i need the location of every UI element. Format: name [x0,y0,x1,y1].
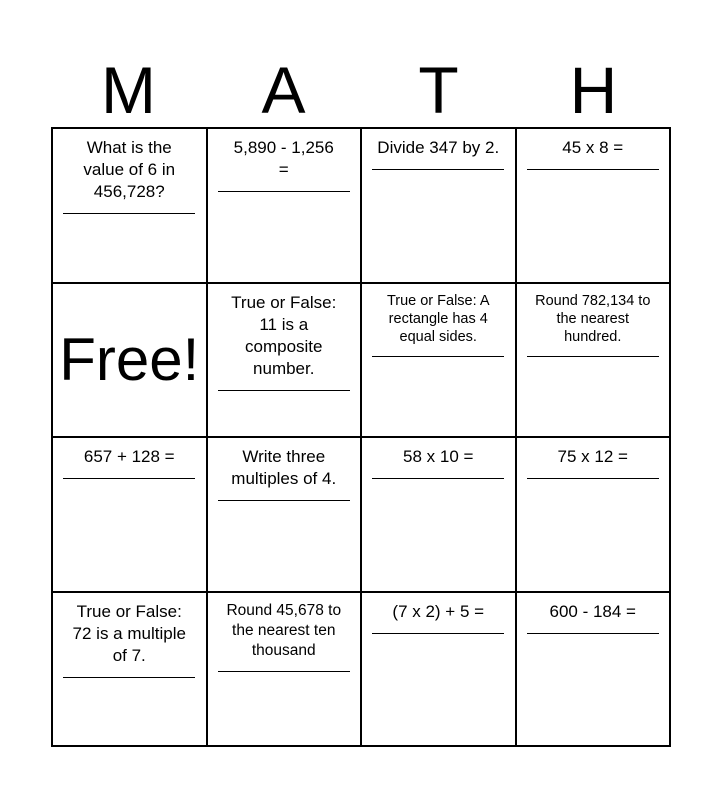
cell-question: What is the value of 6 in 456,728? [83,138,176,201]
bingo-header [51,52,671,128]
cell-question: 75 x 12 = [557,447,628,466]
header-letter-a: A [261,53,306,127]
bingo-cell [52,128,207,283]
bingo-cell [516,283,671,438]
answer-line [63,677,195,678]
cell-question: 657 + 128 = [83,447,175,466]
answer-line [218,191,350,192]
free-space-label: Free! [59,325,200,393]
answer-line [527,356,659,357]
bingo-cell [207,283,362,438]
answer-line [218,671,350,672]
cell-question: 58 x 10 = [403,447,474,466]
cell-question: Round 782,134 to the nearest hundred. [535,292,651,345]
answer-line [372,478,504,479]
answer-line [372,633,504,634]
answer-line [63,213,195,214]
bingo-cell [516,128,671,283]
answer-line [218,500,350,501]
answer-line [372,169,504,170]
cell-question: True or False: A rectangle has 4 equal sides. [386,292,490,345]
header-letter-h: H [569,53,618,127]
cell-question: 5,890 - 1,256 = [233,138,334,179]
answer-line [63,478,195,479]
header-letter-t: T [418,53,459,127]
header-letter-m: M [101,53,156,127]
bingo-cell [52,437,207,592]
cell-question: 600 - 184 = [549,601,636,621]
free-space-cell [52,283,207,438]
cell-question: Round 45,678 to the nearest ten thousand [226,601,342,659]
bingo-cell [361,592,516,747]
cell-question: 45 x 8 = [562,138,624,157]
bingo-cell [516,592,671,747]
bingo-cell [207,128,362,283]
cell-question: True or False: 72 is a multiple of 7. [72,601,186,665]
bingo-grid [51,127,671,747]
answer-line [527,633,659,634]
cell-question: True or False: 11 is a composite number. [231,292,337,378]
answer-line [372,356,504,357]
cell-question: (7 x 2) + 5 = [392,601,485,621]
bingo-cell [361,437,516,592]
answer-line [527,169,659,170]
cell-question: Write three multiples of 4. [231,447,337,488]
answer-line [218,390,350,391]
bingo-cell [207,592,362,747]
bingo-cell [361,128,516,283]
cell-question: Divide 347 by 2. [377,138,500,157]
bingo-cell [361,283,516,438]
bingo-cell [52,592,207,747]
answer-line [527,478,659,479]
bingo-cell [207,437,362,592]
bingo-cell [516,437,671,592]
